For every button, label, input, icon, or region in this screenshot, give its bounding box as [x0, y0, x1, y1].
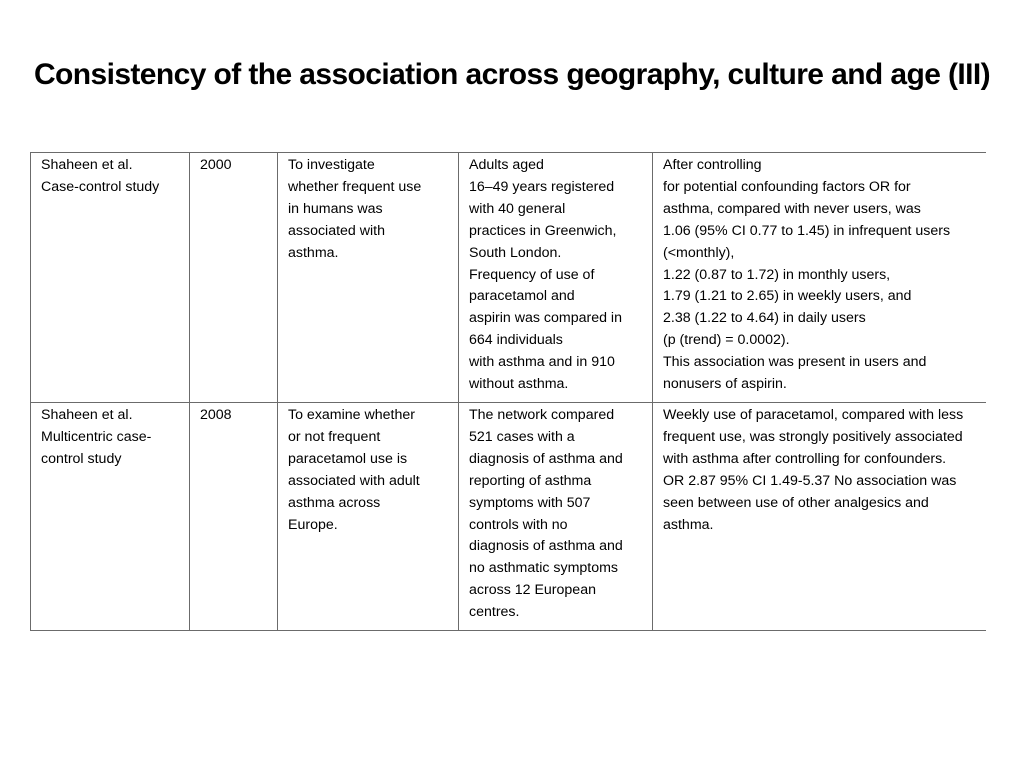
cell-line: across 12 European: [469, 582, 596, 599]
cell-line: asthma.: [663, 516, 714, 533]
cell-line: OR 2.87 95% CI 1.49-5.37 No association was: [663, 472, 957, 489]
cell-line: controls with no: [469, 516, 568, 533]
cell-line: associated with adult: [288, 472, 420, 489]
cell-year: 2000: [190, 153, 278, 403]
cell-study: [31, 153, 190, 403]
cell-year: 2008: [190, 402, 278, 630]
cell-line: To examine whether: [288, 406, 415, 423]
cell-line: Shaheen et al.: [41, 157, 133, 173]
cell-line: associated with: [288, 222, 385, 239]
cell-line: (p (trend) = 0.0002).: [663, 332, 790, 349]
cell-line: 16–49 years registered: [469, 178, 615, 195]
cell-line: 521 cases with a: [469, 428, 575, 445]
cell-line: nonusers of aspirin.: [663, 376, 787, 393]
cell-population: [459, 153, 653, 403]
cell-line: 1.06 (95% CI 0.77 to 1.45) in infrequent users: [663, 222, 951, 239]
cell-line: reporting of asthma: [469, 472, 592, 489]
cell-line: 664 individuals: [469, 332, 563, 349]
cell-line: without asthma.: [469, 376, 569, 393]
cell-line: (<monthly),: [663, 244, 735, 261]
cell-line: Europe.: [288, 516, 338, 533]
cell-line: paracetamol use is: [288, 450, 408, 467]
cell-line: asthma, compared with never users, was: [663, 200, 921, 217]
cell-line: symptoms with 507: [469, 494, 591, 511]
cell-line: asthma.: [288, 244, 339, 261]
cell-line: diagnosis of asthma and: [469, 538, 623, 555]
cell-line: Frequency of use of: [469, 266, 595, 283]
cell-line: control study: [41, 450, 122, 467]
cell-study: [31, 402, 190, 630]
cell-line: with 40 general: [469, 200, 566, 217]
cell-line: Case-control study: [41, 178, 160, 195]
cell-line: aspirin was compared in: [469, 310, 622, 327]
cell-line: Multicentric case-: [41, 428, 152, 445]
cell-line: with asthma after controlling for confounders.: [663, 450, 947, 467]
cell-line: This association was present in users and: [663, 354, 927, 371]
cell-line: seen between use of other analgesics and: [663, 494, 929, 511]
cell-line: 1.79 (1.21 to 2.65) in weekly users, and: [663, 288, 912, 305]
cell-line: 2.38 (1.22 to 4.64) in daily users: [663, 310, 866, 327]
cell-line: diagnosis of asthma and: [469, 450, 623, 467]
cell-line: South London.: [469, 244, 562, 261]
studies-table: [30, 152, 986, 631]
cell-line: Shaheen et al.: [41, 406, 133, 423]
cell-results: [653, 153, 986, 403]
cell-line: asthma across: [288, 494, 381, 511]
cell-line: centres.: [469, 604, 520, 621]
cell-line: frequent use, was strongly positively associated: [663, 428, 963, 445]
cell-population: [459, 402, 653, 630]
cell-line: Weekly use of paracetamol, compared with less: [663, 406, 964, 423]
cell-line: no asthmatic symptoms: [469, 560, 619, 577]
cell-line: paracetamol and: [469, 288, 575, 305]
cell-aim: [278, 153, 459, 403]
table-row: [31, 153, 986, 403]
cell-line: in humans was: [288, 200, 383, 217]
cell-line: for potential confounding factors OR for: [663, 178, 911, 195]
cell-line: with asthma and in 910: [469, 354, 615, 371]
cell-line: The network compared: [469, 406, 615, 423]
slide-title: Consistency of the association across geography, culture and age (III): [33, 58, 990, 91]
cell-line: 1.22 (0.87 to 1.72) in monthly users,: [663, 266, 891, 283]
cell-line: To investigate: [288, 157, 375, 173]
cell-results: [653, 402, 986, 630]
cell-aim: [278, 402, 459, 630]
cell-line: After controlling: [663, 157, 762, 173]
cell-line: practices in Greenwich,: [469, 222, 617, 239]
cell-line: whether frequent use: [288, 178, 422, 195]
cell-line: or not frequent: [288, 428, 381, 445]
table-row: [31, 402, 986, 630]
cell-line: Adults aged: [469, 157, 544, 173]
